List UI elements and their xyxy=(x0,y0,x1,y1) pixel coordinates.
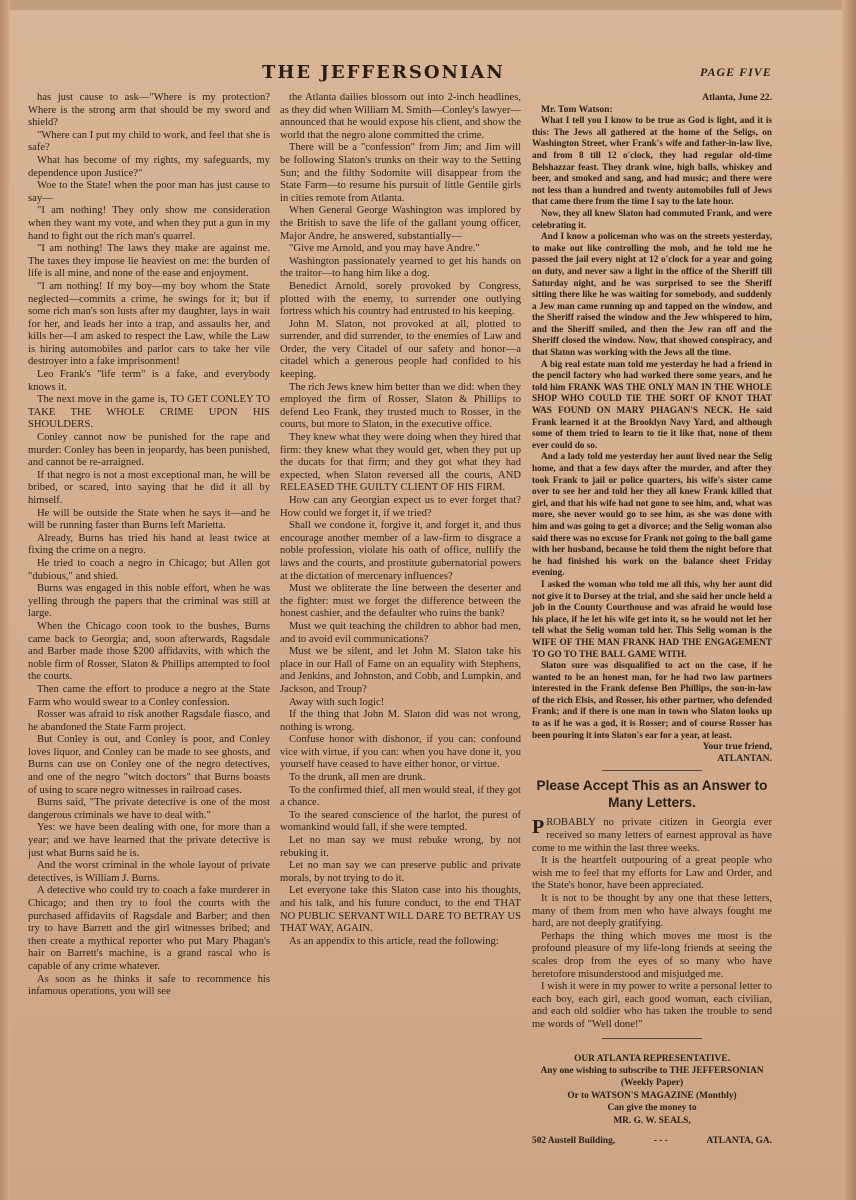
article-paragraph: And the worst criminal in the whole layout of private detectives, is William J. Burns. xyxy=(28,860,270,884)
separator-rule xyxy=(602,770,702,771)
article-body xyxy=(532,855,772,1031)
article-paragraph: When the Chicago coon took to the bushes, Burns came back to Georgia; and, soon afterwards, Ragsdale and Barber made those $200 affidavits, with which the noble firm of Rosser, Slaton & Phillips attempted to fool the courts. xyxy=(28,620,270,683)
article-paragraph: If the thing that John M. Slaton did was not wrong, nothing is wrong. xyxy=(280,709,521,733)
article-paragraph: Woe to the State! when the poor man has just cause to say— xyxy=(28,180,270,204)
separator-rule-2 xyxy=(602,1038,702,1039)
article-paragraph: "I am nothing! If my boy—my boy whom the State neglected—commits a crime, he swings for it; but if some rich man's son lusts after my daughter, lays in wait for her, and leads her into a trap, and assaults her, and kills her—I am asked to respect the Law, while the Law is hiring automobiles and parlor cars to take her vile destroyer into a fake imprisonment! xyxy=(28,280,270,368)
representative-address-row xyxy=(532,1135,772,1147)
column-middle xyxy=(280,92,521,948)
page-right-edge xyxy=(842,0,856,1200)
article-paragraph: He will be outside the State when he says it—and he will be running faster than Burns left Marietta. xyxy=(28,507,270,532)
article-paragraph: Burns said, "The private detective is one of the most dangerous criminals we have to deal with." xyxy=(28,797,270,821)
article-paragraph: Washington passionately yearned to get his hands on the traitor—to hang him like a dog. xyxy=(280,255,521,280)
article-paragraph: Then came the effort to produce a negro at the State Farm who would swear to a Conley confession. xyxy=(28,683,270,708)
article-paragraph: Yes: we have been dealing with one, for more than a year; and we have learned that the private detective is just what Burns said he is. xyxy=(28,822,270,859)
letter-salutation: Mr. Tom Watson: xyxy=(541,103,613,115)
article-paragraph: Already, Burns has tried his hand at least twice at fixing the crime on a negro. xyxy=(28,532,270,557)
letter-paragraph: Slaton sure was disqualified to act on the case, if he wanted to be an honest man, for he had two law partners interested in the Frank defense Ben Phillips, the son-in-law of the rich Elsis, and Rosser, his other partner, who defended Frank; and if there is one man in town who Slaton looks up to as if he was a god, it is Rosser; and of course Rosser has been pouring it into Slaton's ear for a year, at least. xyxy=(532,660,772,740)
article-paragraph: It is the heartfelt outpouring of a great people who wish me to feel that my efforts for Law and Order, and the State's honor, have been appreciated. xyxy=(532,855,772,892)
letter xyxy=(532,92,772,764)
article-paragraph: Let no man say we can preserve public and private morals, by not trying to do it. xyxy=(280,860,521,884)
column-right xyxy=(532,92,772,1147)
letter-closing: Your true friend, xyxy=(702,741,772,753)
article-paragraph: He tried to coach a negro in Chicago; but Allen got "dubious," and shied. xyxy=(28,557,270,582)
article-paragraph: To the confirmed thief, all men would steal, if they got a chance. xyxy=(280,784,521,809)
article-paragraph: Leo Frank's "life term" is a fake, and everybody knows it. xyxy=(28,369,270,393)
letter-signature: ATLANTAN. xyxy=(717,752,772,764)
representative-city: ATLANTA, GA. xyxy=(706,1135,772,1146)
article-paragraph: To the seared conscience of the harlot, the purest of womankind would fall, if she were tempted. xyxy=(280,809,521,834)
article-paragraph: Must we obliterate the line between the deserter and the fighter: must we forget the difference between the honest cashier, and the defaulter who ruins the bank? xyxy=(280,583,521,620)
article-paragraph: John M. Slaton, not provoked at all, plotted to surrender, and did surrender, to the enemies of Law and Order, the very Citadel of our safety and honor—a citadel which a generous people had confided to his keeping. xyxy=(280,318,521,381)
article-paragraph: It is not to be thought by any one that these letters, many of them from men who have always fought me hard, are not deeply gratifying. xyxy=(532,893,772,930)
article-paragraph: Must we quit teaching the children to abhor bad men, and to avoid evil communications? xyxy=(280,620,521,645)
article-paragraph: When General George Washington was implored by the British to save the life of the gallant young officer, Major Andre, he answered, substantially— xyxy=(280,205,521,242)
article-paragraph: The next move in the game is, TO GET CONLEY TO TAKE THE WHOLE CRIME UPON HIS SHOULDERS. xyxy=(28,394,270,431)
representative-address: 502 Austell Building, xyxy=(532,1135,616,1146)
representative-notice xyxy=(532,1053,772,1148)
article-paragraph: What has become of my rights, my safeguards, my dependence upon Justice?" xyxy=(28,154,270,179)
article-paragraph: Conley cannot now be punished for the rape and murder: Conley has been in jeopardy, has been punished, and cannot be re-arraigned. xyxy=(28,432,270,469)
article-paragraph: "I am nothing! They only show me consideration when they want my vote, and when they put a gun in my hand to fight out the rich man's quarrel. xyxy=(28,205,270,242)
column-left xyxy=(28,92,270,999)
address-dots: - - - xyxy=(653,1135,668,1146)
article-paragraph: I wish it were in my power to write a personal letter to each boy, each girl, each good woman, each civilian, and each old soldier who has taken the trouble to send me words of "Well done!" xyxy=(532,981,772,1030)
letter-paragraph: And I know a policeman who was on the streets yesterday, to make out like controlling the mob, and he told me he passed the jail every night at 12 o'clock for a year and going on duty, and never saw a light in the office of the Sheriff till Saturday night, and he was surprised to see the Sheriff sitting there like he was waiting for somebody, and suddenly a Jew man came running up and tapped on the window, and the Sheriff raised the window and the Jew whispered to him, and the Sheriff smiled, and then the Jew ran off and the Sheriff closed the window. Now, that showed conspiracy, and that Slaton was working with the Jews all the time. xyxy=(532,231,772,358)
article-paragraph: To the drunk, all men are drunk. xyxy=(289,772,426,784)
article-paragraph: Burns was engaged in this noble effort, when he was yelling through the papers that the criminal was still at large. xyxy=(28,583,270,620)
masthead xyxy=(0,62,856,84)
article-paragraph: Let everyone take this Slaton case into his thoughts, and his talk, and his future conduct, to the end THAT NO PUBLIC SERVANT WILL DARE TO BETRAY US THAT WAY, AGAIN. xyxy=(280,885,521,935)
representative-line-2: Or to WATSON'S MAGAZINE (Monthly) xyxy=(567,1090,737,1101)
article-paragraph: There will be a "confession" from Jim; and Jim will be following Slaton's trunks on their way to the Setting Sun; and the filthy Sodomite will disappear from the State Farm—to resume his pursuit of little Gentile girls in cities remote from Atlanta. xyxy=(280,142,521,204)
letter-paragraph: I asked the woman who told me all this, why her aunt did not give it to Dorsey at the trial, and she said her uncle held a job in the County Courthouse and was afraid he would lose his place, if he let his wife get into it, so he would not let her tell what the Selig woman told her. This Selig woman is the WIFE OF THE MAN FRANK HAD THE ENGAGEMENT TO GO TO THE BALL GAME WITH. xyxy=(532,578,772,659)
drop-cap: P xyxy=(532,816,545,839)
article-paragraph: Must we be silent, and let John M. Slaton take his place in our Hall of Fame on an equality with Stephens, and Jenkins, and Johnston, and Cobb, and Lumpkin, and Jackson, and Troup? xyxy=(280,646,521,695)
article-paragraph: Confuse honor with dishonor, if you can: confound vice with virtue, if you can: when you have done it, you yourself have ceased to have either honor, or virtue. xyxy=(280,734,521,771)
representative-title: OUR ATLANTA REPRESENTATIVE. xyxy=(574,1053,730,1064)
article-paragraph: Rosser was afraid to risk another Ragsdale fiasco, and he abandoned the State Farm project. xyxy=(28,709,270,733)
article-paragraph: A detective who could try to coach a fake murderer in Chicago; and then try to fool the courts with the purchased affidavits of Ragsdale and Barber; and then try to have Barrett and the girl witnesses bribed; and then create a mythical reporter who put Mary Phagan's hair on Barrett's machine, is a grand rascal who is capable of any crime whatever. xyxy=(28,885,270,972)
newspaper-title: THE JEFFERSONIAN xyxy=(262,62,505,83)
representative-name: MR. G. W. SEALS, xyxy=(613,1115,691,1126)
letter-paragraph: A big real estate man told me yesterday he had a friend in the pencil factory who had worked there some years, and he told him FRANK WAS THE ONLY MAN IN THE WHOLE SHOP WHO COULD TIE THE SORT OF KNOT THAT WAS FOUND ON MARY PHAGAN'S NECK. He said Frank learned it at the Brooklyn Navy Yard, and although some of them tried to learn to tie it like that, none of them ever could do so. xyxy=(532,358,772,450)
article-paragraph: "Where can I put my child to work, and feel that she is safe? xyxy=(28,129,270,154)
article-paragraph: has just cause to ask—"Where is my protection? Where is the strong arm that should be my sword and shield? xyxy=(28,92,270,129)
letter-dateline: Atlanta, June 22. xyxy=(702,92,772,103)
representative-line-1: Any one wishing to subscribe to THE JEFFERSONIAN (Weekly Paper) xyxy=(540,1065,764,1089)
article-headline: Please Accept This as an Answer to Many Letters. xyxy=(536,778,768,811)
article-paragraph: Perhaps the thing which moves me most is the profound pleasure of my life-long friends at seeing the scales drop from the eyes of so many who have heretofore misunderstood and misjudged me. xyxy=(532,930,772,980)
article-paragraph: the Atlanta dailies blossom out into 2-inch headlines, as they did when William M. Smith—Conley's lawyer—announced that he would expose his client, and show the world that the negro alone committed the crime. xyxy=(280,92,521,141)
article-first-paragraph: ROBABLY no private citizen in Georgia ever received so many letters of earnest approval as have come to me within the last three weeks. xyxy=(532,817,772,854)
article-paragraph: Let no man say we must rebuke wrong, by not rebuking it. xyxy=(280,835,521,859)
letter-paragraph: And a lady told me yesterday her aunt lived near the Selig home, and that a few days after the murder, and after they took Frank to jail or police quarters, his wife's sister came over to see her and told her they all knew Frank killed that girl, and that his wife had not gone to see him, and, what was more, she never would go to see him, as she was done with him and was going to get a divorce; and the Selig woman also said there was no excuse for Frank not going to the ball game with her husband, because he told them the night before that he had finished his work on the balance sheet Friday evening. xyxy=(532,451,772,578)
article-paragraph: As soon as he thinks it safe to recommence his infamous operations, you will see xyxy=(28,973,270,998)
article-paragraph: "Give me Arnold, and you may have Andre." xyxy=(289,243,480,255)
letter-paragraph: Now, they all knew Slaton had commuted Frank, and were celebrating it. xyxy=(532,207,772,230)
page-top-edge xyxy=(0,0,856,10)
letter-paragraph: What I tell you I know to be true as God is light, and it is this: The Jews all gathered at the home of the Seligs, on Washington Street, wher Frank's wife and father-in-law live, and from 8 till 12 o'clock, they had regular old-time Belshazzar feast. They drank wine, high balls, whiskey and beer, and smoked and sang, and had music; and there were not less than a hundred and twenty automobiles full of Jews that came there from the time I say to the late hour. xyxy=(532,115,772,207)
page-binding-edge xyxy=(0,0,10,1200)
article-paragraph: As an appendix to this article, read the following: xyxy=(289,935,499,947)
article-paragraph: Shall we condone it, forgive it, and forget it, and thus encourage another member of a law-firm to disgrace a noble profession, violate his oath of office, nullify the laws and the courts, and prostitute gubernatorial powers at the dictation of mercenary influences? xyxy=(280,520,521,582)
article-paragraph: Away with such logic! xyxy=(289,696,385,708)
article-paragraph: How can any Georgian expect us to ever forget that? How could we forget it, if we tried? xyxy=(280,495,521,519)
page-number: PAGE FIVE xyxy=(700,65,772,79)
article-paragraph: If that negro is not a most exceptional man, he will be bribed, or scared, into saying that he did it all by himself. xyxy=(28,469,270,506)
article-paragraph: Benedict Arnold, sorely provoked by Congress, plotted with the enemy, to surrender one outlying fortress which his country had entrusted to his keeping. xyxy=(280,280,521,318)
article-paragraph: They knew what they were doing when they hired that firm: they knew what they would get, when they put up the ducats for that firm; and they got what they had expected, when Slaton reversed all the courts, AND RELEASED THE GUILTY CLIENT OF HIS FIRM. xyxy=(280,432,521,494)
article-paragraph: But Conley is out, and Conley is poor, and Conley loves liquor, and Conley can be made to see ghosts, and Burns can use on Conley one of the negro detectives, and one of the negro "witch doctors" that Burns boasts of using to scare negro witnesses in railroad cases. xyxy=(28,734,270,796)
letter-body xyxy=(532,115,772,741)
representative-line-3: Can give the money to xyxy=(607,1103,697,1114)
article-paragraph: "I am nothing! The laws they make are against me. The taxes they impose lie heaviest on me: the burden of life is all mine, and none of the ease and enjoyment. xyxy=(28,243,270,280)
article-paragraph: The rich Jews knew him better than we did: when they employed the firm of Rosser, Slaton & Phillips to defend Leo Frank, they trusted much to Rosser, in the courts, but more to Slaton, in the executive office. xyxy=(280,381,521,431)
